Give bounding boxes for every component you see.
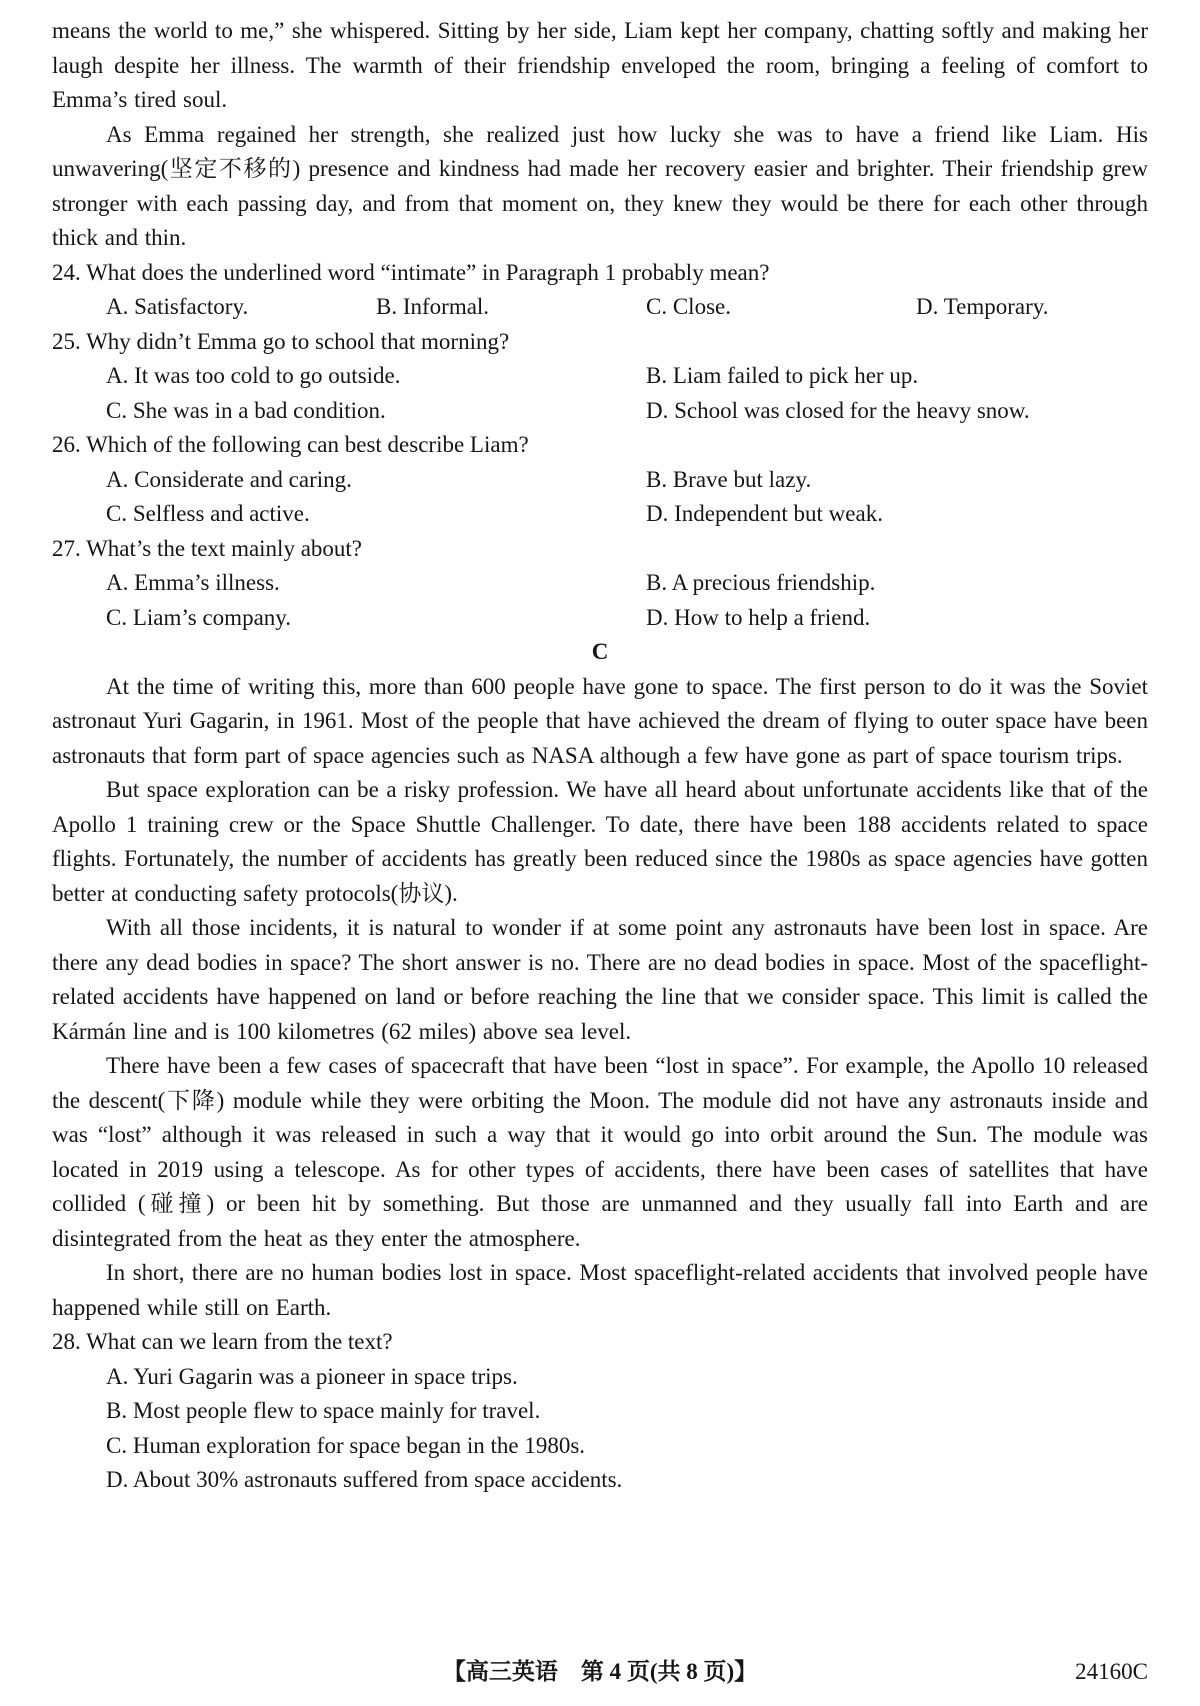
passage-b-paragraph-final: As Emma regained her strength, she realized just how lucky she was to have a friend like Liam. His unwavering(坚定不移的) presence and kindness had made her recovery easier and brighter. Their friendship grew stronger with each passing day, and from that moment on, they knew they would be there for each other through thick and thin. xyxy=(52,121,1148,250)
section-c-paragraph-5: In short, there are no human bodies lost in space. Most spaceflight-related accidents that involved people have happened while still on Earth. xyxy=(52,1260,1148,1320)
question-25 xyxy=(52,325,1148,429)
option-d: D. School was closed for the heavy snow. xyxy=(646,397,1030,423)
question-options xyxy=(52,1360,1148,1498)
section-c-paragraph-1: At the time of writing this, more than 600 people have gone to space. The first person to do it was the Soviet astronaut Yuri Gagarin, in 1961. Most of the people that have achieved the dream of flying to outer space have been astronauts that form part of space agencies such as NASA although a few have gone as part of space tourism trips. xyxy=(52,673,1148,768)
question-24 xyxy=(52,256,1148,325)
option-c: C. Human exploration for space began in the 1980s. xyxy=(106,1432,586,1458)
option-b: B. Liam failed to pick her up. xyxy=(646,363,919,388)
option-c: C. Close. xyxy=(646,294,731,319)
footer-page-label: 【高三英语 第 4 页(共 8 页)】 xyxy=(442,1659,758,1684)
option-d: D. Temporary. xyxy=(916,294,1049,319)
section-c-paragraph-4: There have been a few cases of spacecraft that have been “lost in space”. For example, the Apollo 10 released the descent(下降) module while they were orbiting the Moon. The module did not have any astronauts inside and was “lost” although it was released in such a way that it would go into orbit around the Sun. The module was located in 2019 using a telescope. As for other types of accidents, there have been cases of satellites that have collided (碰撞) or been hit by something. But those are unmanned and they usually fall into Earth and are disintegrated from the heat as they enter the atmosphere. xyxy=(52,1053,1148,1251)
question-stem: 25. Why didn’t Emma go to school that morning? xyxy=(52,328,510,354)
option-b: B. A precious friendship. xyxy=(646,570,876,595)
option-a: A. It was too cold to go outside. xyxy=(106,363,401,388)
option-c: C. Selfless and active. xyxy=(106,501,310,526)
question-stem: 27. What’s the text mainly about? xyxy=(52,535,363,561)
question-27 xyxy=(52,532,1148,636)
option-a: A. Satisfactory. xyxy=(106,294,249,319)
passage-b-paragraph-end: means the world to me,” she whispered. Sitting by her side, Liam kept her company, chatting softly and making her laugh despite her illness. The warmth of their friendship enveloped the room, bringing a feeling of comfort to Emma’s tired soul. xyxy=(52,18,1148,112)
option-b: B. Brave but lazy. xyxy=(646,466,812,492)
question-26 xyxy=(52,428,1148,532)
option-b: B. Most people flew to space mainly for travel. xyxy=(106,1398,541,1423)
option-d: D. How to help a friend. xyxy=(646,604,871,630)
question-28 xyxy=(52,1325,1148,1498)
question-options xyxy=(52,359,1148,428)
question-options xyxy=(52,290,1148,325)
option-d: D. About 30% astronauts suffered from space accidents. xyxy=(106,1467,623,1492)
question-stem: 28. What can we learn from the text? xyxy=(52,1329,393,1354)
question-stem: 24. What does the underlined word “intimate” in Paragraph 1 probably mean? xyxy=(52,259,770,285)
exam-page xyxy=(52,14,1148,1498)
option-a: A. Considerate and caring. xyxy=(106,466,352,492)
option-c: C. She was in a bad condition. xyxy=(106,397,386,423)
option-a: A. Emma’s illness. xyxy=(106,570,280,595)
question-options xyxy=(52,463,1148,532)
section-c-title: C xyxy=(591,639,609,664)
section-c-paragraph-3: With all those incidents, it is natural to wonder if at some point any astronauts have been lost in space. Are there any dead bodies in space? The short answer is no. There are no dead bodies in space. Most of the spaceflight-related accidents have happened on land or before reaching the line that we consider space. This limit is called the Kármán line and is 100 kilometres (62 miles) above sea level. xyxy=(52,915,1148,1044)
option-a: A. Yuri Gagarin was a pioneer in space trips. xyxy=(106,1363,518,1389)
page-footer xyxy=(52,1655,1148,1689)
question-options xyxy=(52,566,1148,635)
section-c-paragraph-2: But space exploration can be a risky profession. We have all heard about unfortunate accidents like that of the Apollo 1 training crew or the Space Shuttle Challenger. To date, there have been 188 accidents related to space flights. Fortunately, the number of accidents has greatly been reduced since the 1980s as space agencies have gotten better at conducting safety protocols(协议). xyxy=(52,777,1148,906)
option-d: D. Independent but weak. xyxy=(646,501,883,526)
footer-paper-code: 24160C xyxy=(1075,1659,1148,1684)
option-c: C. Liam’s company. xyxy=(106,604,292,630)
option-b: B. Informal. xyxy=(376,294,490,319)
question-stem: 26. Which of the following can best describe Liam? xyxy=(52,432,529,457)
